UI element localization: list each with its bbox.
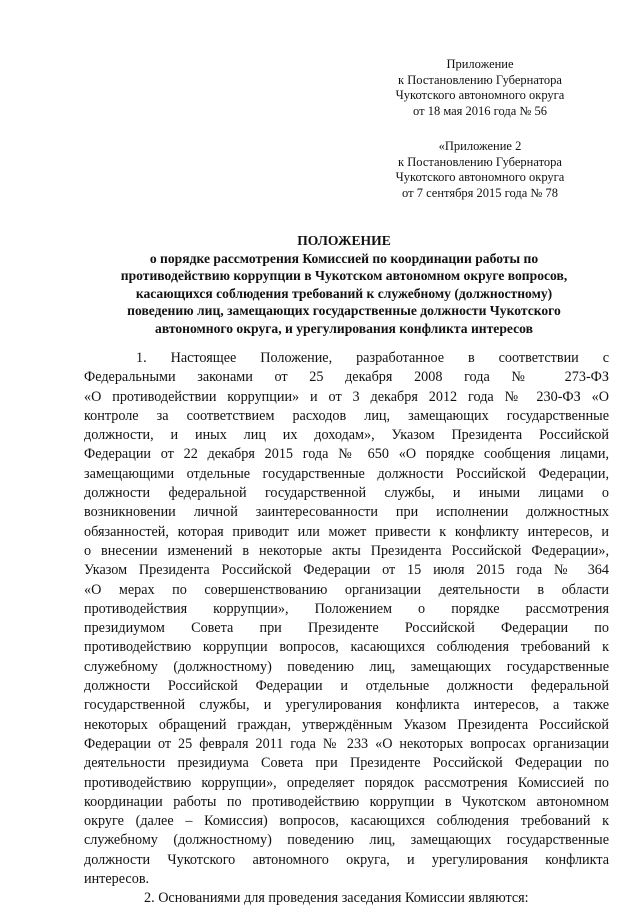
document-title [70, 232, 618, 338]
paragraph-1-line: Федерации от 22 декабря 2015 года № 650 «О порядке сообщения лицами, [84, 446, 609, 463]
paragraph-1-line: деятельности президиума Совета при Президенте Российской Федерации по [84, 755, 609, 772]
title-line: о порядке рассмотрения Комиссией по координации работы по [149, 250, 539, 266]
paragraph-1-line: возникновении личной заинтересованности при исполнении должностных [84, 504, 609, 521]
paragraph-1-line: обязанностей, которая приводит или может привести к конфликту интересов, и [84, 523, 609, 540]
appendix-line: «Приложение 2 [438, 139, 522, 153]
paragraph-1-line: Федеральными законами от 25 декабря 2008 года № 273-ФЗ [84, 369, 609, 386]
paragraph-1-line: «О мерах по совершенствованию организации деятельности в области [84, 581, 609, 598]
paragraph-1-line: координации работы по противодействию коррупции в Чукотском автономном [84, 793, 609, 810]
paragraph-1-line: контроле за соответствием расходов лиц, замещающих государственные [84, 407, 609, 424]
paragraph-1-line: служебному (должностному) поведению лиц, замещающих государственные [84, 832, 609, 849]
appendix-previous [380, 139, 580, 201]
paragraph-1-line: округе (далее – Комиссия) вопросов, касающихся соблюдения требований к [84, 813, 609, 830]
paragraph-1-line: противодействия коррупции», Положением о порядке рассмотрения [84, 600, 609, 617]
paragraph-1-line: о внесении изменений в некоторые акты Президента Российской Федерации», [84, 542, 609, 559]
paragraph-1-line: «О противодействии коррупции» и от 3 декабря 2012 года № 230-ФЗ «О [84, 388, 609, 405]
appendix-line: Приложение [446, 57, 514, 71]
paragraph-1-line: должности Чукотского автономного округа, и урегулирования конфликта [84, 851, 609, 868]
paragraph-1-line: интересов. [84, 871, 150, 888]
paragraph-2: 2. Основаниями для проведения заседания Комиссии являются: [144, 890, 529, 907]
title-line: поведению лиц, замещающих государственные должности Чукотского [127, 303, 561, 319]
document-body [84, 349, 609, 909]
paragraph-1-line: некоторых обращений граждан, утверждённым Указом Президента Российской [84, 716, 609, 733]
appendix-line: Чукотского автономного округа [395, 88, 565, 103]
appendix-line: к Постановлению Губернатора [398, 72, 562, 87]
paragraph-1-line: противодействию коррупции вопросов, касающихся соблюдения требований к [84, 639, 609, 656]
paragraph-1 [84, 349, 609, 889]
appendix-line: от 7 сентября 2015 года № 78 [402, 185, 558, 200]
title-line: автономного округа, и урегулирования конфликта интересов [155, 320, 533, 336]
title-heading: ПОЛОЖЕНИЕ [297, 233, 391, 248]
appendix-line: от 18 мая 2016 года № 56 [413, 103, 547, 118]
title-line: касающихся соблюдения требований к служебному (должностному) [135, 285, 553, 301]
appendix-line: Чукотского автономного округа [395, 170, 565, 185]
paragraph-1-line: Федерации от 25 февраля 2011 года № 233 «О некоторых вопросах организации [84, 735, 609, 752]
appendix-current [380, 57, 580, 119]
paragraph-1-line: замещающими отдельные государственные должности Российской Федерации, [84, 465, 609, 482]
paragraph-1-line: противодействию коррупции», определяет порядок рассмотрения Комиссией по [84, 774, 609, 791]
title-line: противодействию коррупции в Чукотском автономном округе вопросов, [120, 268, 568, 284]
paragraph-1-line: должности Российской Федерации и отдельные должности федеральной [84, 678, 609, 695]
paragraph-1-line: должности федеральной государственной службы, и иными лицами о [84, 485, 609, 502]
paragraph-1-line: президиумом Совета при Президенте Российской Федерации по [84, 620, 609, 637]
paragraph-1-line: Указом Президента Российской Федерации от 15 июля 2015 года № 364 [84, 562, 609, 579]
paragraph-1-line: служебному (должностному) поведению лиц, замещающих государственные [84, 658, 609, 675]
paragraph-1-line: 1. Настоящее Положение, разработанное в соответствии с [136, 350, 609, 366]
paragraph-1-line: должности, и иных лиц их доходам», Указом Президента Российской [84, 427, 609, 444]
appendix-line: к Постановлению Губернатора [398, 154, 562, 169]
paragraph-1-line: государственной службы, и урегулирования конфликта интересов, а также [84, 697, 609, 714]
